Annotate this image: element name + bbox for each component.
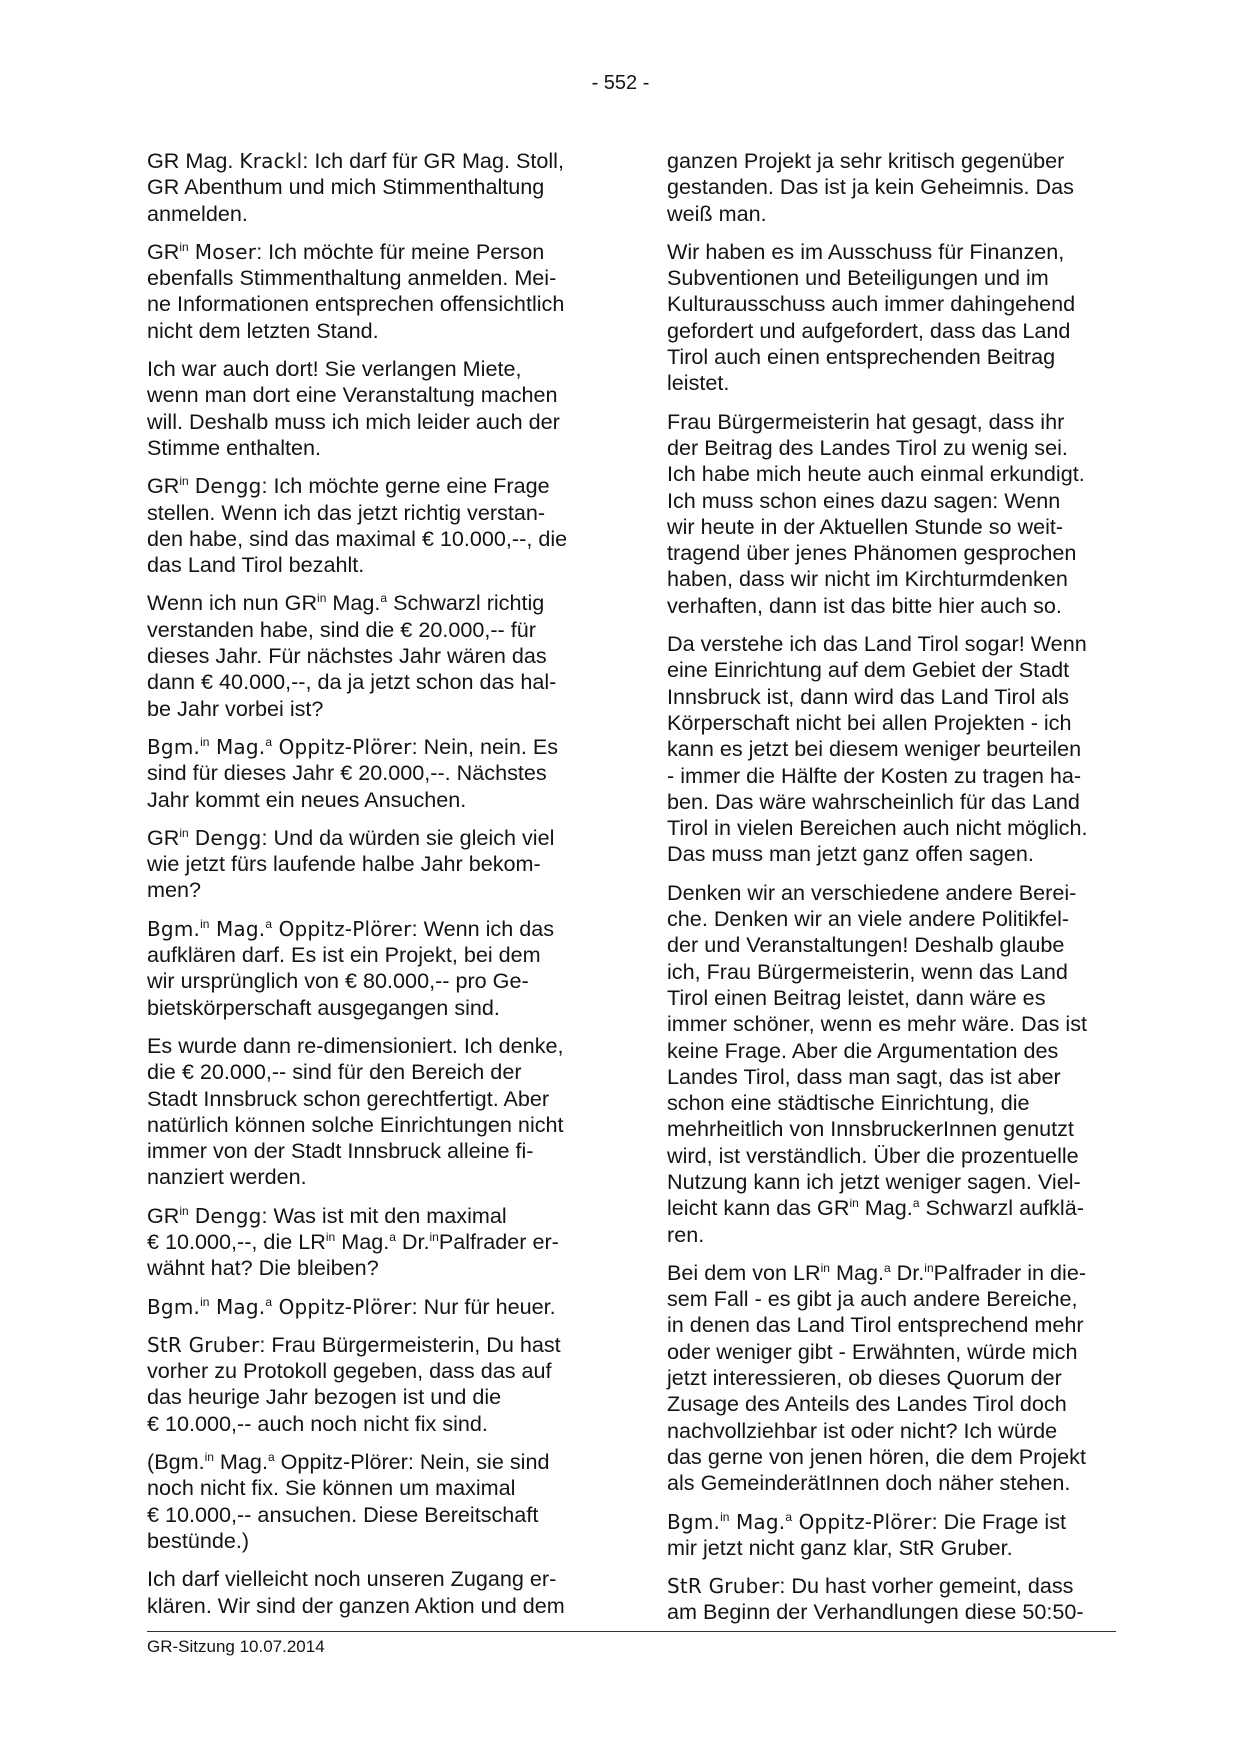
- text-run: : Du hast vorher gemeint, dass am Beginn der Verhandlungen diese 50:50-: [667, 1573, 1084, 1625]
- superscript-text: a: [267, 1450, 275, 1465]
- text-run: GR: [147, 473, 180, 499]
- superscript-text: a: [912, 1196, 920, 1211]
- speaker-name: Moser: [194, 239, 257, 264]
- paragraph: [667, 239, 1117, 397]
- text-run: Wir haben es im Ausschuss für Finanzen, Subventionen und Beteiligungen und im Kulturausschuss auch immer dahingehend gefordert und aufgefordert, dass das Land Tirol auch einen entsprechenden Beitrag leistet.: [667, 238, 1076, 396]
- text-run: GR Mag.: [147, 148, 240, 173]
- text-run: : Was ist mit den maximal € 10.000,--, die LR: [147, 1202, 507, 1254]
- superscript-text: in: [179, 239, 189, 254]
- superscript-text: a: [380, 591, 388, 606]
- speaker-name: Mag.: [209, 1294, 266, 1319]
- superscript-text: a: [265, 916, 273, 931]
- paragraph: [147, 1566, 597, 1619]
- text-run: Bei dem von LR: [667, 1259, 821, 1285]
- text-run: Mag.: [829, 1259, 884, 1285]
- paragraph: [667, 1573, 1117, 1626]
- speaker-name: Bgm.: [147, 916, 201, 941]
- page-number: - 552 -: [591, 72, 650, 94]
- text-run: Dr.: [890, 1259, 925, 1285]
- superscript-text: in: [204, 1450, 214, 1465]
- text-run: ganzen Projekt ja sehr kritisch gegenüber gestanden. Das ist ja kein Geheimnis. Das weiß man.: [667, 148, 1074, 226]
- footer-divider: [147, 1631, 1116, 1632]
- superscript-text: a: [884, 1260, 891, 1275]
- text-run: : Wenn ich das aufklären darf. Es ist ein Projekt, bei dem wir ursprünglich von € 80.000,-- pro Ge- bietskörperschaft ausgegangen sind.: [147, 915, 555, 1020]
- speaker-name: Oppitz-Plörer: [272, 916, 412, 941]
- superscript-text: a: [265, 1294, 273, 1309]
- speaker-name: Krackl: [239, 149, 303, 173]
- right-column: [667, 148, 1117, 1638]
- text-run: Dr.: [395, 1228, 430, 1254]
- text-run: Ich war auch dort! Sie verlangen Miete, wenn man dort eine Veranstaltung machen will. Deshalb muss ich mich leider auch der Stimme enthalten.: [147, 356, 560, 460]
- text-run: GR: [147, 824, 180, 850]
- paragraph: [667, 1509, 1117, 1562]
- text-run: Palfrader er- wähnt hat? Die bleiben?: [147, 1228, 559, 1281]
- speaker-name: StR Gruber: [667, 1574, 780, 1599]
- paragraph: [147, 1203, 597, 1282]
- superscript-text: a: [389, 1229, 396, 1244]
- superscript-text: in: [849, 1196, 859, 1211]
- paragraph: [147, 825, 597, 904]
- superscript-text: in: [429, 1229, 439, 1244]
- text-run: Mag.: [335, 1228, 390, 1254]
- paragraph: [667, 409, 1117, 619]
- speaker-name: Oppitz-Plörer: [272, 1294, 412, 1319]
- text-run: GR: [147, 1202, 180, 1228]
- paragraph: [147, 1033, 597, 1191]
- speaker-name: Dengg: [194, 825, 262, 850]
- text-run: GR: [147, 238, 180, 264]
- text-run: Wenn ich nun GR: [147, 590, 318, 616]
- speaker-name: Oppitz-Plörer: [272, 734, 412, 759]
- paragraph: [147, 1294, 597, 1320]
- paragraph: [147, 590, 597, 721]
- superscript-text: a: [265, 734, 273, 749]
- superscript-text: a: [785, 1509, 793, 1524]
- text-run: : Ich möchte gerne eine Frage stellen. Wenn ich das jetzt richtig verstan- den habe, sind das maximal € 10.000,--, die das Land Tirol bezahlt.: [147, 473, 568, 578]
- superscript-text: in: [200, 1294, 210, 1309]
- speaker-name: Mag.: [729, 1509, 786, 1534]
- paragraph: [147, 356, 597, 461]
- text-run: : Und da würden sie gleich viel wie jetzt fürs laufende halbe Jahr bekom- men?: [147, 824, 555, 903]
- text-run: : Die Frage ist mir jetzt nicht ganz klar, StR Gruber.: [667, 1508, 1066, 1560]
- text-run: Schwarzl aufklä- ren.: [667, 1195, 1084, 1247]
- paragraph: [667, 1260, 1117, 1497]
- text-run: Schwarzl richtig verstanden habe, sind die € 20.000,-- für dieses Jahr. Für nächstes Jahr wären das dann € 40.000,--, da ja jetzt schon das hal- be Jahr vorbei ist?: [147, 590, 557, 721]
- text-run: Palfrader in die- sem Fall - es gibt ja auch andere Bereiche, in denen das Land Tirol entsprechend mehr oder weniger gibt - Erwähnten, würde mich jetzt interessieren, ob dieses Quorum der Zusage des Anteils des Landes Tirol doch nachvollziehbar ist oder nicht? Ich würde das gerne von jenen hören, die dem Projekt als GemeinderätInnen doch näher stehen.: [667, 1259, 1087, 1496]
- speaker-name: Bgm.: [147, 1294, 201, 1319]
- text-run: Mag.: [326, 590, 381, 616]
- text-run: Oppitz-Plörer: Nein, sie sind noch nicht fix. Sie können um maximal € 10.000,-- ansuchen. Diese Bereitschaft bestünde.): [147, 1449, 550, 1553]
- text-run: : Ich darf für GR Mag. Stoll, GR Abenthum und mich Stimmenthaltung anmelden.: [147, 148, 564, 226]
- superscript-text: in: [924, 1260, 934, 1275]
- paragraph: [147, 1332, 597, 1437]
- text-run: Frau Bürgermeisterin hat gesagt, dass ihr der Beitrag des Landes Tirol zu wenig sei. Ich habe mich heute auch einmal erkundigt. Ich muss schon eines dazu sagen: Wenn wir heute in der Aktuellen Stunde so weit- tragend über jenes Phänomen gesprochen haben, dass wir nicht im Kirchturmdenken verhaften, dann ist das bitte hier auch so.: [667, 408, 1085, 618]
- paragraph: [147, 916, 597, 1021]
- paragraph: [147, 148, 597, 227]
- superscript-text: in: [820, 1260, 830, 1275]
- paragraph: [667, 631, 1117, 868]
- text-run: : Frau Bürgermeisterin, Du hast vorher zu Protokoll gegeben, dass das auf das heurige Jahr bezogen ist und die € 10.000,-- auch noch nicht fix sind.: [147, 1331, 561, 1436]
- paragraph: [667, 880, 1117, 1248]
- text-run: Da verstehe ich das Land Tirol sogar! Wenn eine Einrichtung auf dem Gebiet der Stadt Innsbruck ist, dann wird das Land Tirol als Körperschaft nicht bei allen Projekten - ich kann es jetzt bei diesem weniger beurteilen - immer die Hälfte der Kosten zu tragen ha- ben. Das wäre wahrscheinlich für das Land Tirol in vielen Bereichen auch nicht möglich. Das muss man jetzt ganz offen sagen.: [667, 631, 1088, 867]
- superscript-text: in: [179, 474, 189, 489]
- superscript-text: in: [317, 591, 327, 606]
- paragraph: [147, 239, 597, 344]
- text-run: Es wurde dann re-dimensioniert. Ich denke, die € 20.000,-- sind für den Bereich der Stadt Innsbruck schon gerechtfertigt. Aber natürlich können solche Einrichtungen nicht immer von der Stadt Innsbruck alleine fi- nanziert werden.: [147, 1032, 564, 1190]
- speaker-name: Bgm.: [147, 734, 201, 759]
- footer-session-date: GR-Sitzung 10.07.2014: [147, 1637, 325, 1656]
- text-run: Mag.: [858, 1195, 913, 1221]
- left-column: [147, 148, 597, 1631]
- text-run: : Nein, nein. Es sind für dieses Jahr € 20.000,--. Nächstes Jahr kommt ein neues Ansuchen.: [147, 733, 559, 812]
- superscript-text: in: [200, 734, 210, 749]
- text-run: Ich darf vielleicht noch unseren Zugang er- klären. Wir sind der ganzen Aktion und dem: [147, 1566, 565, 1618]
- superscript-text: in: [179, 825, 189, 840]
- paragraph: [147, 1449, 597, 1554]
- paragraph: [667, 148, 1117, 227]
- text-run: : Ich möchte für meine Person ebenfalls Stimmenthaltung anmelden. Mei- ne Informationen entsprechen offensichtlich nicht dem letzten Stand.: [147, 238, 565, 343]
- speaker-name: Oppitz-Plörer: [792, 1509, 932, 1534]
- speaker-name: Mag.: [209, 734, 266, 759]
- speaker-name: Mag.: [209, 916, 266, 941]
- speaker-name: Bgm.: [667, 1509, 721, 1534]
- text-run: Mag.: [213, 1449, 268, 1475]
- superscript-text: in: [325, 1229, 336, 1244]
- text-run: Denken wir an verschiedene andere Berei- che. Denken wir an viele andere Politikfel- der und Veranstaltungen! Deshalb glaube ich, Frau Bürgermeisterin, wenn das Land Tirol einen Beitrag leistet, dann wäre es immer schöner, wenn es mehr wäre. Das ist keine Frage. Aber die Argumentation des Landes Tirol, dass man sagt, das ist aber schon eine städtische Einrichtung, die mehrheitlich von InnsbruckerInnen genutzt wird, ist verständlich. Über die prozentuelle Nutzung kann ich jetzt weniger sagen. Viel- leicht kann das GR: [667, 879, 1088, 1221]
- superscript-text: in: [200, 916, 210, 931]
- text-run: (Bgm.: [147, 1449, 205, 1475]
- superscript-text: in: [179, 1203, 189, 1218]
- speaker-name: Dengg: [194, 474, 262, 499]
- speaker-name: StR Gruber: [147, 1332, 260, 1357]
- paragraph: [147, 734, 597, 813]
- superscript-text: in: [720, 1509, 730, 1524]
- speaker-name: Dengg: [194, 1203, 262, 1228]
- text-run: : Nur für heuer.: [411, 1293, 556, 1319]
- paragraph: [147, 473, 597, 578]
